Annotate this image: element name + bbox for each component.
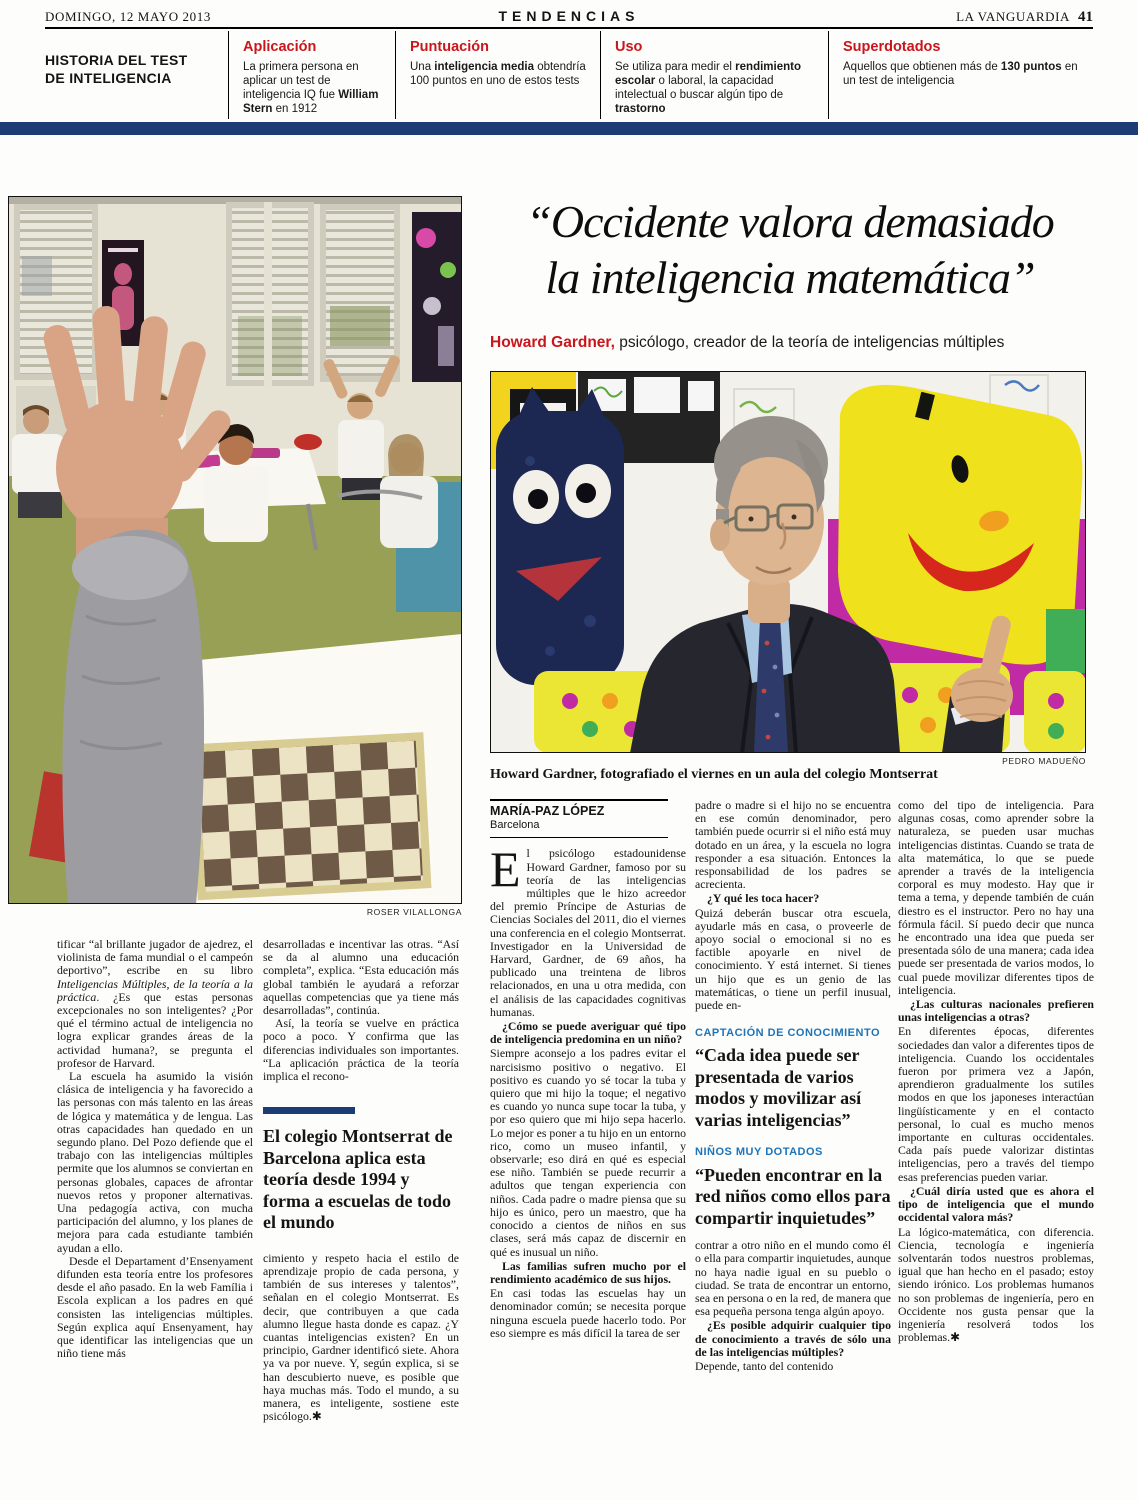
article-p: En diferentes épocas, diferentes sociedades dan valor a diferentes tipos de inteligencia. Cuando los occidentales fueron por primera vez a Japón, aprendieron gradualmente los sutiles modos en que los japoneses interactúan lingüísticamente y en el contacto personal, lo cual es mucho menos importante en culturas occidentales. Cada país puede valorizar distintas inteligencias, pero a través del tiempo esas preferencias pueden variar.	[898, 1024, 1094, 1184]
article-p: desarrolladas e incentivar las otras. “Así se da al alumno una educación completa”, explica. “Esta educación más global también le ayudará a reforzar aquellas competencias que ya tiene más desarrolladas”, continúa.	[263, 938, 459, 1018]
headline	[487, 194, 1093, 306]
author-city: Barcelona	[490, 819, 540, 832]
factbox-item-uso	[600, 31, 828, 119]
masthead-rule	[45, 27, 1093, 29]
article-q: ¿Las culturas nacionales prefieren unas inteligencias a otras?	[898, 997, 1094, 1025]
factbox-item-aplicacion	[228, 31, 395, 119]
article-p: La lógico-matemática, con diferencia. Ciencia, tecnología e ingeniería solventarán todos nuestros problemas, igual que han hecho en el pasado; estoy siendo irónico. Los problemas humanos no son problemas de ingeniería, pero en Occidente nos gusta pensar que la ingeniería resolverá todos los problemas.✱	[898, 1224, 1094, 1345]
article-kicker: CAPTACIÓN DE CONOCIMIENTO	[695, 1027, 881, 1040]
headline-line1: “Occidente valora demasiado	[526, 196, 1054, 247]
article-boxtitle: El colegio Montserrat de Barcelona aplica esta teoría desde 1994 y forma a escuelas de todo el mundo	[263, 1126, 453, 1233]
standfirst-role: psicólogo, creador de la teoría de inteligencias múltiples	[614, 334, 1005, 351]
factbox-text: La primera persona en aplicar un test de inteligencia IQ fue William Stern en 1912	[243, 61, 379, 115]
wall-poster	[412, 212, 462, 382]
article-p: Así, la teoría se vuelve en práctica poco a poco. Y confirma que las diferencias individuales son importantes. “La aplicación práctica de la teoría implica el recono-	[263, 1016, 459, 1084]
article-quote: “Cada idea puede ser presentada de varios modos y movilizar así varias inteligencias”	[695, 1045, 862, 1130]
article-p: En casi todas las escuelas hay un denominador común; se necesita porque ninguna escuela puede hacerlo todo. Por eso siempre es más difícil la tarea de ser	[490, 1286, 686, 1340]
navy-divider	[0, 122, 1138, 135]
article-q: ¿Cómo se puede averiguar qué tipo de inteligencia predomina en un niño?	[490, 1019, 686, 1047]
author-name: MARÍA-PAZ LÓPEZ	[490, 804, 605, 818]
masthead	[45, 7, 1093, 27]
article-kicker: NIÑOS MUY DOTADOS	[695, 1146, 823, 1159]
gardner-photo	[490, 371, 1086, 753]
article-boxrule	[263, 1107, 355, 1114]
article-q: ¿Cuál diría usted que es ahora el tipo de inteligencia que el mundo occidental valora más?	[898, 1183, 1094, 1225]
factbox-item-superdotados	[828, 31, 1093, 119]
article-p: La escuela ha asumido la visión clásica de inteligencia y ha favorecido a las personas con más talento en las áreas de lógica y matemática y de lengua. Las otras capacidades han quedado en un segundo plano. Del Pozo defiende que el trabajo con las inteligencias múltiples permite que los alumnos se conviertan en personas globales, capaces de afrontar nuevos retos y proponer alternativas. Una pedagogía activa, con mucha participación del alumno, y los planes de mejora para cada estudiante también ayudan a ello.	[57, 1069, 253, 1255]
standfirst-name: Howard Gardner,	[490, 334, 615, 351]
article-p: tificar “al brillante jugador de ajedrez, el violinista de fama mundial o el campeón deportivo”, escribe en su libro Inteligencias Múltiples, de la teoría a la práctica. ¿Es que estas personas excepcionales no son inteligentes? ¿Por qué el término actual de inteligencia no logra explicar grandes áreas de la actividad humana?, se pregunta el profesor de Harvard.	[57, 938, 253, 1070]
duck-artwork	[838, 385, 1086, 673]
headline-line2: la inteligencia matemática”	[545, 252, 1035, 303]
author-block	[490, 799, 668, 838]
article-p: Desde el Departament d’Ensenyament difunden esta teoría entre los profesores desde el año pasado. En la web Família i Escola explican a los padres en qué consisten las inteligencias múltiples. Según explica aquí Ensenyament, hay que identificar las inteligencias que un niño tiene más	[57, 1253, 253, 1361]
factbox-text: Aquellos que obtienen más de 130 puntos en un test de inteligencia	[843, 61, 1078, 87]
factbox-heading: Superdotados	[843, 39, 941, 55]
chessboard	[190, 732, 432, 900]
page-number: 41	[1078, 9, 1093, 25]
article-q: Las familias sufren mucho por el rendimiento académico de sus hijos.	[490, 1258, 686, 1286]
factbox-title: HISTORIA DEL TEST DE INTELIGENCIA	[45, 52, 188, 86]
paper-name: LA VANGUARDIA	[956, 9, 1070, 24]
gardner-photo-art	[490, 371, 1086, 753]
article-quote: “Pueden encontrar en la red niños como ellos para compartir inquietudes”	[695, 1164, 891, 1228]
factbox-title-cell	[45, 31, 228, 119]
drop-cap: E	[490, 841, 521, 898]
factbox-heading: Aplicación	[243, 39, 317, 55]
article-column-4	[695, 799, 891, 1500]
article-column-3-body	[490, 841, 686, 1340]
masthead-section: TENDENCIAS	[498, 8, 640, 24]
masthead-paper	[956, 9, 1093, 26]
article-p: Quizá deberán buscar otra escuela, ayudarle más en casa, o proveerle de apoyo social o emocional si no es factible apoyarle en nivel de conocimiento. Y está internet. Si tienes un hijo que es un genio de las matemáticas, o tiene un perfil inusual, puede en-	[695, 905, 891, 1013]
article-column-2	[263, 938, 459, 1500]
article-p: Siempre aconsejo a los padres evitar el narcisismo positivo o negativo. El positivo es cuando yo sé tocar la tuba y quiero que mi hijo la toque; el negativo es cuando yo nunca supe tocar la tuba, y por eso quiero que mi hijo sepa hacerlo. Lo mejor es poner a tu hijo en un entorno rico, como un museo infantil, y observarle; eso dirá en qué es especial ese niño. También se puede recurrir a adultos que tengan experiencia con niños. Cada padre o madre piensa que su hijo es único, pero un maestro, que ha conocido a cientos de niños en sus clases, será más capaz de discernir en qué es inusual un niño.	[490, 1046, 686, 1259]
masthead-date: DOMINGO, 12 MAYO 2013	[45, 9, 211, 24]
article-column-3	[490, 799, 686, 1500]
article-column-1	[57, 938, 253, 1500]
article-p: como del tipo de inteligencia. Para algunas cosas, como aprender sobre la naturaleza, se pueden usar muchas inteligencias distintas. Cuando se trata de alta matemática, lo que se puede aprender a través de la inteligencia corporal es muy modesto. Hay que ir tema a tema, y depende también de cuán diestro es el instructor. Pero no hay una fórmula fácil. Sí puedo decir que nunca he encontrado una idea que pueda ser presentada sólo de una manera; cada idea puede ser presentada de varios modos, lo cual puede movilizar diferentes tipos de inteligencia.	[898, 799, 1094, 997]
factbox-heading: Uso	[615, 39, 643, 55]
factbox-text: Se utiliza para medir el rendimiento escolar o laboral, la capacidad intelectual o buscar algún tipo de trastorno	[615, 61, 801, 115]
article-column-5	[898, 799, 1094, 1500]
classroom-photo	[8, 196, 462, 904]
article-p: contrar a otro niño en el mundo como él o ella para compartir inquietudes, aunque no haya nadie igual en su pueblo o ciudad. Se trata de encontrar un entorno, sea en persona o en la red, de manera que esa pequeña persona tenga algún apoyo.	[695, 1238, 891, 1319]
article-q: ¿Es posible adquirir cualquier tipo de conocimiento a través de sólo una de las inteligencias múltiples?	[695, 1318, 891, 1359]
article-p: Depende, tanto del contenido	[695, 1358, 834, 1373]
factbox	[45, 31, 1093, 119]
article-p: El psicólogo estadounidense Howard Gardner, famoso por su teoría de las inteligencias múltiples que le hizo acreedor del premio Príncipe de Asturias de Ciencias Sociales del 2011, dio el viernes una conferencia en el colegio Montserrat. Investigador en la Universidad de Harvard, Gardner, de 69 años, ha publicado una treintena de libros relacionados, en una u otra medida, con el análisis de las capacidades cognitivas humanas.	[490, 841, 686, 1019]
factbox-item-puntuacion	[395, 31, 600, 119]
owl-artwork	[496, 387, 624, 685]
article-p: cimiento y respeto hacia el estilo de aprendizaje propio de cada persona, y también de sus intereses y talentos”, señalan en el colegio Montserrat. Es decir, que contribuyen a que cada alumno llegue hasta donde es capaz. ¿Y cuantas inteligencias existen? En un principio, Gardner identificó siete. Ahora ya va por nueve. Y, según explica, si se han descubierto nueve, es posible que haya muchas más. Todo el mundo, a su manera, es inteligente, sostiene este psicólogo.✱	[263, 1250, 459, 1424]
article-q: ¿Y qué les toca hacer?	[707, 891, 820, 906]
factbox-heading: Puntuación	[410, 39, 489, 55]
factbox-text: Una inteligencia media obtendría 100 puntos en uno de estos tests	[410, 61, 586, 87]
photo-credit-right: PEDRO MADUEÑO	[1002, 756, 1086, 766]
classroom-photo-art	[8, 196, 462, 904]
photo-credit-left: ROSER VILALLONGA	[366, 907, 462, 917]
standfirst	[490, 334, 1090, 352]
photo-caption: Howard Gardner, fotografiado el viernes en un aula del colegio Montserrat	[490, 767, 938, 782]
article-p: padre o madre si el hijo no se encuentra en ese común denominador, pero también puede ocurrir si el niño está muy dotado en un área, y la escuela no logra responder a esa situación. Entonces la responsabilidad de los padres se acrecienta.	[695, 799, 891, 892]
